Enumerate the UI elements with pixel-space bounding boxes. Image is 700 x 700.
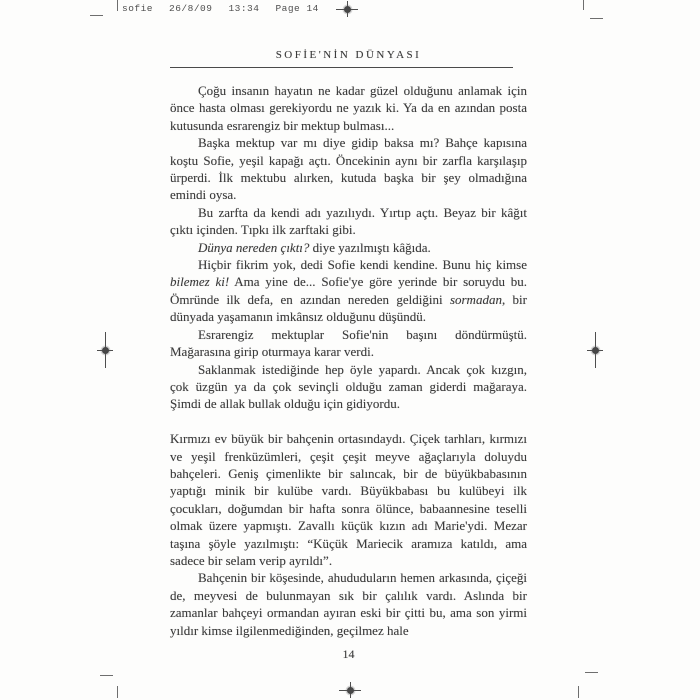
registration-mark-top	[336, 1, 358, 17]
registration-dot	[344, 6, 351, 13]
italic-text: sormadan	[449, 291, 502, 307]
registration-mark-bottom	[339, 682, 361, 698]
body-text: Kırmızı ev büyük bir bahçenin ortasındaydı. Çiçek tarhları, kırmızı ve yeşil frenküzümleri, çeşit çeşit meyve ağaçlarıyla doluydu bahçeleri. Geniş çimenlikte bir salıncak, bir de büyükbabasının yaptığı minik bir kulübe vardı. Büyükbabası bu kulübeyi ilk çocukları, doğumdan bir hafta sonra ölünce, babaannesine teselli olmak üzere yapmıştı. Zavallı küçük kızın adı Marie'ydi. Mezar taşına şöyle yazılmıştı: “Küçük Mariecik aramıza katıldı, ama sadece bir selam verip ayrıldı”.	[170, 431, 527, 568]
body-text: diye yazılmıştı kâğıda.	[309, 239, 431, 255]
crop-mark-top-left-h	[90, 15, 103, 16]
printer-slug-line	[122, 3, 335, 14]
crop-mark-bottom-left-v	[117, 686, 118, 698]
paragraph	[170, 239, 527, 256]
page-body	[170, 82, 527, 639]
paragraph	[170, 82, 527, 134]
body-text: Saklanmak istediğinde hep öyle yapardı. Ancak çok kızgın, çok üzgün ya da çok sevinçli olduğu zaman giderdi mağaraya. Şimdi de allak bullak olduğu için gidiyordu.	[170, 361, 527, 412]
slug-filename: sofie	[122, 3, 154, 14]
body-text: Hiçbir fikrim yok, dedi Sofie kendi kendine. Bunu hiç kimse	[198, 257, 527, 273]
crop-mark-top-right-v	[583, 0, 584, 10]
body-text: , bir dünyada yaşamanın imkânsız olduğunu düşündü.	[170, 291, 527, 325]
crop-mark-bottom-right-v	[578, 686, 579, 698]
crop-mark-bottom-right-h	[585, 672, 598, 673]
paragraph	[170, 569, 527, 639]
registration-dot	[347, 687, 354, 694]
paragraph	[170, 256, 527, 326]
paragraph	[170, 204, 527, 239]
slug-page-label: Page 14	[275, 3, 319, 14]
crop-mark-top-right-h	[590, 18, 603, 19]
registration-mark-right	[587, 332, 603, 368]
body-text: Bahçenin bir köşesinde, ahududuların hemen arkasında, çiçeği de, meyvesi de bulunmayan sık bir çalılık vardı. Aslında bir zamanlar bahçeyi ormandan ayıran eski bir çitti bu, ama son yirmi yıldır kimse ilgilenmediğinden, geçilmez hale	[170, 570, 527, 638]
body-text: Bu zarfta da kendi adı yazılıydı. Yırtıp açtı. Beyaz bir kâğıt çıktı içinden. Tıpkı ilk zarftaki gibi.	[170, 204, 527, 238]
slug-date: 26/8/09	[169, 3, 213, 14]
running-head: SOFİE'NİN DÜNYASI	[275, 49, 422, 61]
crop-mark-bottom-left-h	[100, 675, 113, 676]
registration-dot	[592, 347, 599, 354]
paragraph	[170, 134, 527, 204]
running-head-rule	[170, 67, 513, 68]
body-text: Esrarengiz mektuplar Sofie'nin başını döndürmüştü. Mağarasına girip oturmaya karar verdi.	[170, 326, 527, 360]
paragraph	[170, 326, 527, 361]
italic-text: bilemez ki!	[170, 274, 230, 290]
paragraph	[170, 361, 527, 413]
body-text: Çoğu insanın hayatın ne kadar güzel olduğunu anlamak için önce hasta olması gerekiyordu ne yazık ki. Ya da en azından posta kutusunda esrarengiz bir mektup bulması...	[170, 83, 527, 133]
paragraph	[170, 430, 527, 569]
registration-dot	[102, 347, 109, 354]
crop-mark-top-left-v	[117, 0, 118, 11]
italic-text: Dünya nereden çıktı?	[198, 239, 310, 255]
body-text: Ama yine de... Sofie'ye göre yerinde bir soruydu bu. Ömründe ilk defa, en azından nereden geldiğini	[170, 274, 528, 307]
registration-mark-left	[97, 332, 113, 368]
slug-time: 13:34	[228, 3, 260, 14]
page-number: 14	[342, 647, 355, 661]
body-text: Başka mektup var mı diye gidip baksa mı? Bahçe kapısına koştu Sofie, yeşil kapağı açtı. Öncekinin aynı bir zarfla karşılaşıp ürperdi. İlk mektubu alırken, kutuda başka bir şey olmadığına emindi oysa.	[170, 135, 527, 203]
